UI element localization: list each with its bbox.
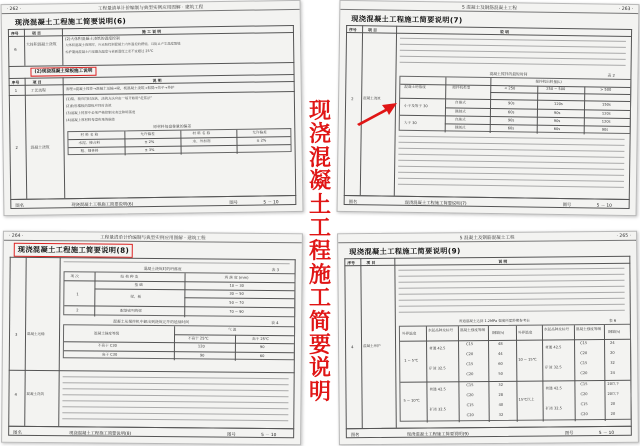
title-block: 图名 现浇混凝土工程施工简要说明(6) 图号 5 － 10 [10, 195, 296, 209]
page-262: · 262 · 工程量清单计价编制与典型实例应用图解 · 建筑工程 现浇混凝土工程施工简要说明(6) 序号 项 目 施 工 说 明 6 大体积混凝土浇筑 (2)大体积混凝土浇筑的温度控制 大体积混凝土浇筑时，应采取控制混凝土内外温差的措施，以防止产生温度裂缝 养护期间混凝土内部最高温度与表面温度之差不宜超过 25℃ (2)现浇混凝土梁板施工说明 序号 项 目 说 明 1 工艺流程 清理→混凝土搅拌→混凝土运输→梁、板混凝土浇筑→振捣→找平→养护 2 混凝土浇筑 (1)梁、板应同时浇筑，浇筑方法应由一端开始用“赶浆法” (2)肋形楼板的梁板应同时浇筑 (3)混凝土搅拌中必须严格控制水灰比和坍落度 (4)混凝土原材料每盘称量的偏差 原材料每盘称量的偏差 材 料 名 称 允许偏差 材 料 名 称 允许偏差 水泥、掺合料 ± 2% 水、外加剂 ± 2% 粗、细骨料 ± 3% 图名 现浇混凝土工程施工简要说明(6) 图号 5 － 10 [1, 0, 304, 216]
page-265: 5 混凝土及钢筋混凝土工程 · 265 · 现浇混凝土工程施工简要说明(9) 序号 项 目 说 明 4 混凝土养护 普通混凝土达到 1.2MPa 强度所需龄期参考表 表 6 外界温度 水泥品种及标号 混凝土强度等级 期限(h) 外界温度 水泥品种及标号 混凝土强度等级 期限(h) 1 ~ 5℃ 普通 42.5 C15 48 C20 44 矿渣 32.5 C15 60 C20 50 10 ~ 15℃ 普通 42.5 C15 24 C20 20 矿渣 32.5 C15 32 C20 24 5 ~ 10℃ 普通 42.5 C15 32 C20 28 矿渣 32.5 C15 40 C20 32 15℃以上 普通 42.5 C15 20以下 C20 20以下 矿渣 32.5 C15 20 C20 20 图名 现浇混凝土工程施工简要说明(9) 图号 5 － 10 [337, 231, 639, 446]
page-title: 现浇混凝土工程施工简要说明(9) [349, 246, 461, 257]
page-title: 现浇混凝土工程施工简要说明(7) [351, 14, 463, 25]
tolerance-table: 材 料 名 称 允许偏差 材 料 名 称 允许偏差 水泥、掺合料 ± 2% 水、外加剂 ± 2% 粗、细骨料 ± 3% [67, 128, 291, 155]
page-header [340, 1, 638, 14]
curing-period-table: 外界温度 水泥品种及标号 混凝土强度等级 期限(h) 外界温度 水泥品种及标号 混凝土强度等级 期限(h) 1 ~ 5℃ 普通 42.5 C15 48 C20 44 矿渣 32.5 C15 60 C20 50 10 ~ 15℃ 普通 42.5 C15 24 C20 20 矿渣 32.5 C15 32 C20 24 5 ~ 10℃ 普通 42.5 C15 32 C20 28 矿渣 32.5 C15 40 C20 32 15℃以上 普通 42.5 C15 20以下 C20 20以下 矿渣 32.5 C15 20 C20 20 [399, 324, 632, 422]
page-number: · 265 · [616, 233, 632, 239]
mix-time-table: 混凝土坍落度 搅拌机类型 搅拌机出料量(L) < 250 250 ~ 500 > 500 小于及等于 30 自落式 90s 120s 150s 强制式 60s 90s 120s 大于 30 自落式 90s 90s 120s 强制式 60s 60s 90s [399, 76, 632, 134]
title-block: 图名 现浇混凝土工程施工简要说明(9) 图号 5 － 10 [346, 426, 632, 438]
page-header [338, 232, 636, 244]
delivery-time-table: 混凝土强度等级 气 温 不高于 25℃ 高于 25℃ 不高于 C30 120 90 高于 C30 90 60 [63, 324, 295, 360]
title-block: 图名 现浇混凝土工程施工简要说明(7) 图号 5 － 10 [344, 195, 630, 209]
running-header: 5 混凝土及钢筋混凝土工程 [461, 5, 517, 11]
page-header [2, 1, 300, 14]
running-header: 工程量清单计价编制与典型实例应用图解 · 建筑工程 [100, 235, 206, 241]
page-number: · 262 · [6, 6, 22, 12]
section-label-highlight: (2)现浇混凝土梁板施工说明 [30, 67, 96, 77]
page-263: 5 混凝土及钢筋混凝土工程 · 263 · 现浇混凝土工程施工简要说明(7) 序号 项 目 说 明 2 混凝土浇筑 混凝土搅拌的最短时间 表 2 混凝土坍落度 搅拌机类型 搅拌机出料量(L) < 250 250 ~ 500 > 500 小于及等于 30 自落式 90s 120s 150s 强制式 60s 90s 120s 大于 30 自落式 90s 90s 120s 强制式 60s 60s 90s 图名 现浇混凝土工程施工简要说明(7) 图号 5 － 10 [337, 0, 640, 216]
running-header: 工程量清单计价编制与典型实例应用图解 · 建筑工程 [97, 4, 204, 12]
page-title: 现浇混凝土工程施工简要说明(6) [14, 16, 127, 27]
title-block: 图名 现浇混凝土工程施工简要说明(8) 图号 5 － 10 [8, 426, 294, 438]
side-title: 现 浇 混 凝 土 工 程 施 工 简 要 说 明 [308, 99, 331, 405]
red-arrow-icon [355, 100, 400, 126]
page-number: · 264 · [8, 233, 24, 239]
page-header [4, 232, 302, 244]
page-264: · 264 · 工程量清单计价编制与典型实例应用图解 · 建筑工程 现浇混凝土工程施工简要说明(8) 3 混凝土运输 混凝土浇筑时的坍落度 表 3 项 次 结 构 种 类 坍 落 度 (mm) 基 础 10 ~ 30 1 梁、板 30 ~ 50 50 ~ 70 2 配筋密列的梁 70 ~ 90 混凝土从搅拌机中卸出到浇筑完毕的延续时间 表 4 混凝土强度等级 气 温 不高于 25℃ 高于 25℃ 不高于 C30 120 90 高于 C30 90 60 4 混凝土浇筑 图名 现浇混凝土工程施工简要说明(8) 图号 5 － 10 [1, 231, 303, 446]
page-number: · 263 · [618, 6, 634, 12]
page-title-highlight: 现浇混凝土工程施工简要说明(8) [14, 243, 134, 258]
running-header: 5 混凝土及钢筋混凝土工程 [459, 235, 515, 241]
slump-table: 项 次 结 构 种 类 坍 落 度 (mm) 基 础 10 ~ 30 1 梁、板 30 ~ 50 50 ~ 70 2 配筋密列的梁 70 ~ 90 [63, 271, 295, 317]
